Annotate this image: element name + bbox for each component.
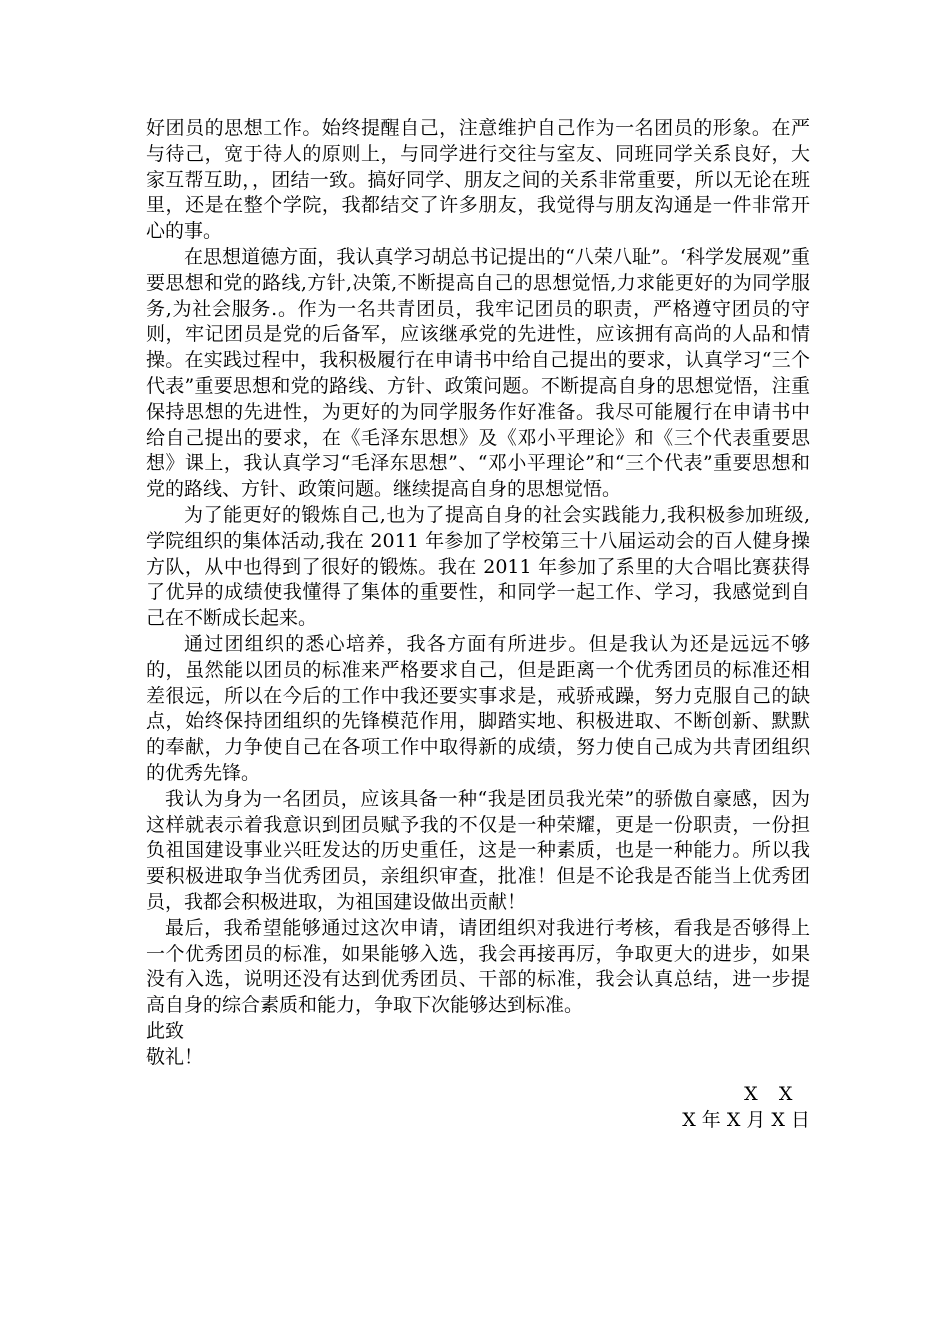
- closing-salutation: 此致: [146, 1019, 185, 1042]
- signature-date: X 年 X 月 X 日: [682, 1109, 810, 1132]
- paragraph-conclusion: 最后，我希望能够通过这次申请，请团组织对我进行考核，看我是否够得上一个优秀团员的标准，如果能够入选，我会再接再厉，争取更大的进步，如果没有入选，说明还没有达到优秀团员、干部的标准，我会认真总结，进一步提高自身的综合素质和能力，争取下次能够达到标准。: [146, 916, 810, 1017]
- paragraph-honor-duty: 我认为身为一名团员，应该具备一种“我是团员我光荣”的骄傲自豪感，因为这样就表示着我意识到团员赋予我的不仅是一种荣耀，更是一份职责，一份担负祖国建设事业兴旺发达的历史重任，这是一种素质，也是一种能力。所以我要积极进取争当优秀团员，亲组织审查，批准！但是不论我是否能当上优秀团员，我都会积极进取，为祖国建设做出贡献！: [146, 787, 810, 913]
- signature-name: X X: [744, 1083, 800, 1106]
- paragraph-practice-activities: 为了能更好的锻炼自己,也为了提高自身的社会实践能力,我积极参加班级,学院组织的集体活动,我在 2011 年参加了学校第三十八届运动会的百人健身操方队，从中也得到了很好的锻炼。我在 2011 年参加了系里的大合唱比赛获得了优异的成绩使我懂得了集体的重要性，和同学一起工作、学习，我感觉到自己在不断成长起来。: [146, 503, 810, 630]
- closing-regards: 敬礼！: [146, 1045, 204, 1068]
- document-page: [146, 116, 810, 1134]
- paragraph-team-work: 好团员的思想工作。始终提醒自己，注意维护自己作为一名团员的形象。在严与待己，宽于待人的原则上，与同学进行交往与室友、同班同学关系良好，大家互帮互助，，团结一致。搞好同学、朋友之间的关系非常重要，所以无论在班里，还是在整个学院，我都结交了许多朋友，我觉得与朋友沟通是一件非常开心的事。: [146, 117, 810, 243]
- paragraph-moral-thought: 在思想道德方面，我认真学习胡总书记提出的“八荣八耻”。‘科学发展观”重要思想和党的路线,方针,决策,不断提高自己的思想觉悟,力求能更好的为同学服务,为社会服务.。作为一名共青团员，我牢记团员的职责，严格遵守团员的守则，牢记团员是党的后备军，应该继承党的先进性，应该拥有高尚的人品和情操。在实践过程中，我积极履行在申请书中给自己提出的要求，认真学习“三个代表”重要思想和党的路线、方针、政策问题。不断提高自身的思想觉悟，注重保持思想的先进性，为更好的为同学服务作好准备。我尽可能履行在申请书中给自己提出的要求，在《毛泽东思想》及《邓小平理论》和《三个代表重要思想》课上，我认真学习“毛泽东思想”、“邓小平理论”和“三个代表”重要思想和党的路线、方针、政策问题。继续提高自身的思想觉悟。: [146, 245, 810, 501]
- signature-block: [146, 1082, 810, 1134]
- paragraph-self-improvement: 通过团组织的悉心培养，我各方面有所进步。但是我认为还是远远不够的，虽然能以团员的标准来严格要求自己，但是距离一个优秀团员的标准还相差很远，所以在今后的工作中我还要实事求是，戒骄戒躁，努力克服自己的缺点，始终保持团组织的先锋模范作用，脚踏实地、积极进取、不断创新、默默的奉献，力争使自己在各项工作中取得新的成绩，努力使自己成为共青团组织的优秀先锋。: [146, 632, 810, 784]
